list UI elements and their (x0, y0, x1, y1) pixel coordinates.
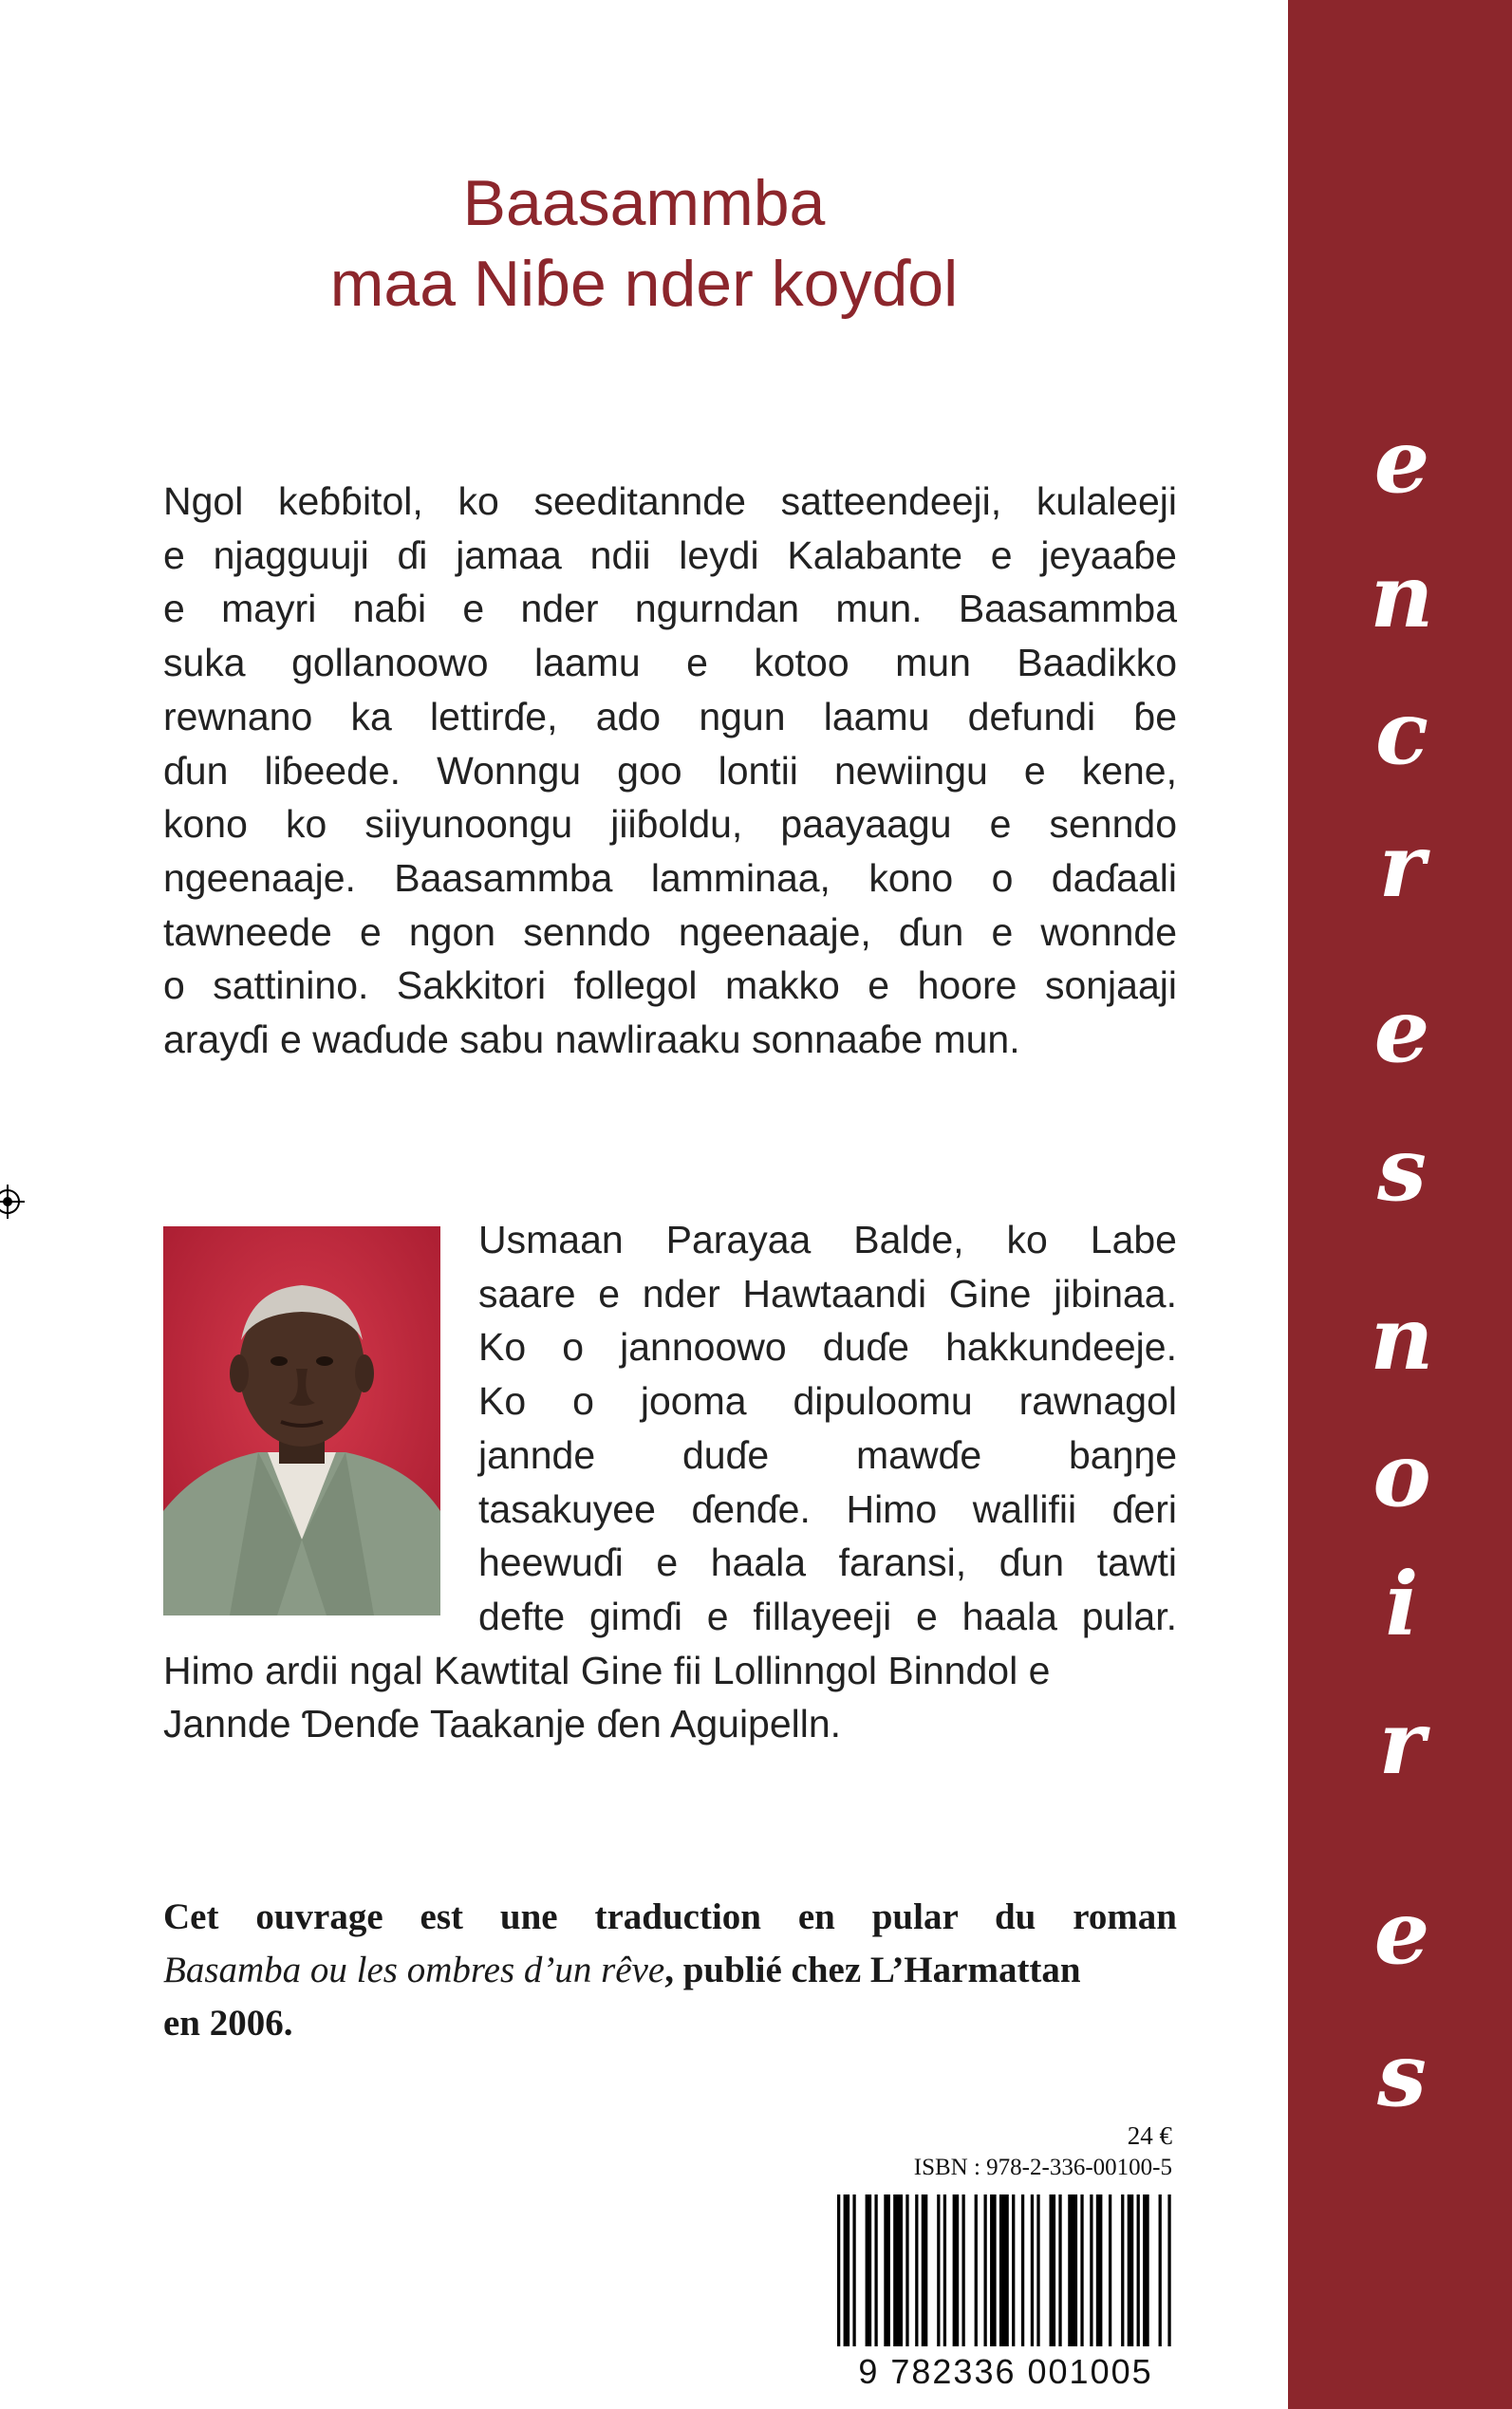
bio-line: Ko o jannoowo duɗe hakkundeeje. (478, 1325, 1177, 1370)
barcode-bar (1137, 2194, 1140, 2346)
barcode-bar (1058, 2194, 1061, 2346)
barcode-bar (975, 2194, 978, 2346)
barcode-bar (1021, 2194, 1024, 2346)
barcode-bar (1143, 2194, 1149, 2346)
series-letter: r (1378, 1691, 1426, 1794)
summary-line: rewnano ka lettirɗe, ado ngun laamu defundi ɓe (163, 694, 1177, 738)
barcode-bar (961, 2194, 964, 2346)
barcode-bar (915, 2194, 918, 2346)
barcode-bar (1121, 2194, 1124, 2346)
series-letter: i (1385, 1553, 1419, 1655)
barcode-bar (990, 2194, 997, 2346)
summary-line: ngeenaaje. Baasammba lamminaa, kono o daɗaali (163, 855, 1177, 900)
author-bio (163, 1213, 1177, 1751)
summary-line: kono ko siiyunoongu jiiɓoldu, paayaagu e senndo (163, 802, 1177, 847)
barcode (837, 2194, 1174, 2346)
barcode-bar (1068, 2194, 1077, 2346)
barcode-bar (1080, 2194, 1083, 2346)
series-letter: e (1373, 1881, 1430, 1984)
summary-line: tawneede e ngon senndo ngeenaaje, ɗun e wonnde (163, 909, 1177, 954)
barcode-bar (1109, 2194, 1111, 2346)
barcode-bar (844, 2194, 850, 2346)
series-letter: s (1377, 1118, 1427, 1221)
summary-paragraph (163, 475, 1177, 1067)
bio-line: Jannde Ɗenɗe Taakanje ɗen Aguipelln. (163, 1702, 842, 1746)
series-letter: n (1370, 1287, 1434, 1390)
note-line-1: Cet ouvrage est une traduction en pular du roman (163, 1896, 1177, 1937)
bio-line: defte gimɗi e fillayeeji e haala pular. (478, 1594, 1177, 1638)
book-title-line-1: Baasammba (462, 167, 826, 239)
bio-line: jannde duɗe mawɗe baŋŋe (478, 1432, 1177, 1477)
translation-note (163, 1891, 1177, 2050)
barcode-bar (1128, 2194, 1134, 2346)
barcode-bar (937, 2194, 940, 2346)
price: 24 € (1127, 2121, 1172, 2150)
bio-line: heewuɗi e haala faransi, ɗun tawti (478, 1541, 1177, 1585)
series-letter: n (1370, 545, 1434, 647)
summary-line: arayɗi e waɗude sabu nawliraaku sonnaaɓe mun. (163, 1018, 1020, 1062)
bio-line: Ko o jooma dipuloomu rawnagol (478, 1379, 1177, 1424)
bio-line: tasakuyee ɗenɗe. Himo wallifii ɗeri (478, 1486, 1177, 1531)
bio-line: Usmaan Parayaa Balde, ko Labe (478, 1218, 1177, 1261)
summary-line: suka gollanoowo laamu e kotoo mun Baadikko (163, 641, 1177, 685)
barcode-bar (1090, 2194, 1092, 2346)
barcode-number: 9 782336 001005 (858, 2352, 1153, 2391)
note-original-title: Basamba ou les ombres d’un rêve (163, 1950, 665, 1990)
note-year: en 2006. (163, 2003, 293, 2044)
barcode-bar (1167, 2194, 1170, 2346)
series-letter: o (1372, 1424, 1431, 1526)
summary-line: o sattinino. Sakkitori follegol makko e hoore sonjaaji (163, 963, 1177, 1008)
barcode-bar (852, 2194, 855, 2346)
barcode-bar (922, 2194, 928, 2346)
barcode-bar (983, 2194, 986, 2346)
barcode-bar (999, 2194, 1009, 2346)
note-publisher: , publié chez L’Harmattan (664, 1950, 1081, 1990)
barcode-bar (1012, 2194, 1015, 2346)
bio-line: saare e nder Hawtaandi Gine jibinaa. (478, 1271, 1177, 1316)
summary-line: e njagguuji ɗi jamaa ndii leydi Kalabante e jeyaaɓe (163, 532, 1177, 577)
barcode-bar (1031, 2194, 1034, 2346)
series-letter: r (1378, 814, 1426, 917)
barcode-bar (905, 2194, 908, 2346)
barcode-bar (1036, 2194, 1039, 2346)
barcode-bar (1096, 2194, 1103, 2346)
isbn: ISBN : 978-2-336-00100-5 (913, 2155, 1172, 2180)
barcode-bar (866, 2194, 872, 2346)
registration-mark-icon (0, 1185, 25, 1219)
barcode-bar (837, 2194, 840, 2346)
barcode-bar (943, 2194, 946, 2346)
series-letter: e (1373, 980, 1430, 1082)
barcode-bar (884, 2194, 890, 2346)
summary-line: ɗun liɓeede. Wonngu goo lontii newiingu e kene, (163, 748, 1177, 793)
book-title-line-2: maa Niɓe nder koyɗol (329, 248, 959, 320)
summary-line: Ngol keɓɓitol, ko seeditannde satteendeeji, kulaleeji (163, 479, 1177, 523)
summary-line: e mayri naɓi e nder ngurndan mun. Baasammba (163, 587, 1177, 631)
series-letter: e (1373, 410, 1430, 513)
barcode-bar (1050, 2194, 1056, 2346)
series-letter: s (1377, 2024, 1427, 2126)
book-title (0, 163, 1288, 325)
bio-line: Himo ardii ngal Kawtital Gine fii Lollinngol Binndol e (163, 1648, 1051, 1692)
barcode-bar (1159, 2194, 1162, 2346)
series-letter: c (1374, 682, 1429, 784)
barcode-bar (953, 2194, 960, 2346)
barcode-bar (893, 2194, 903, 2346)
barcode-bar (874, 2194, 877, 2346)
